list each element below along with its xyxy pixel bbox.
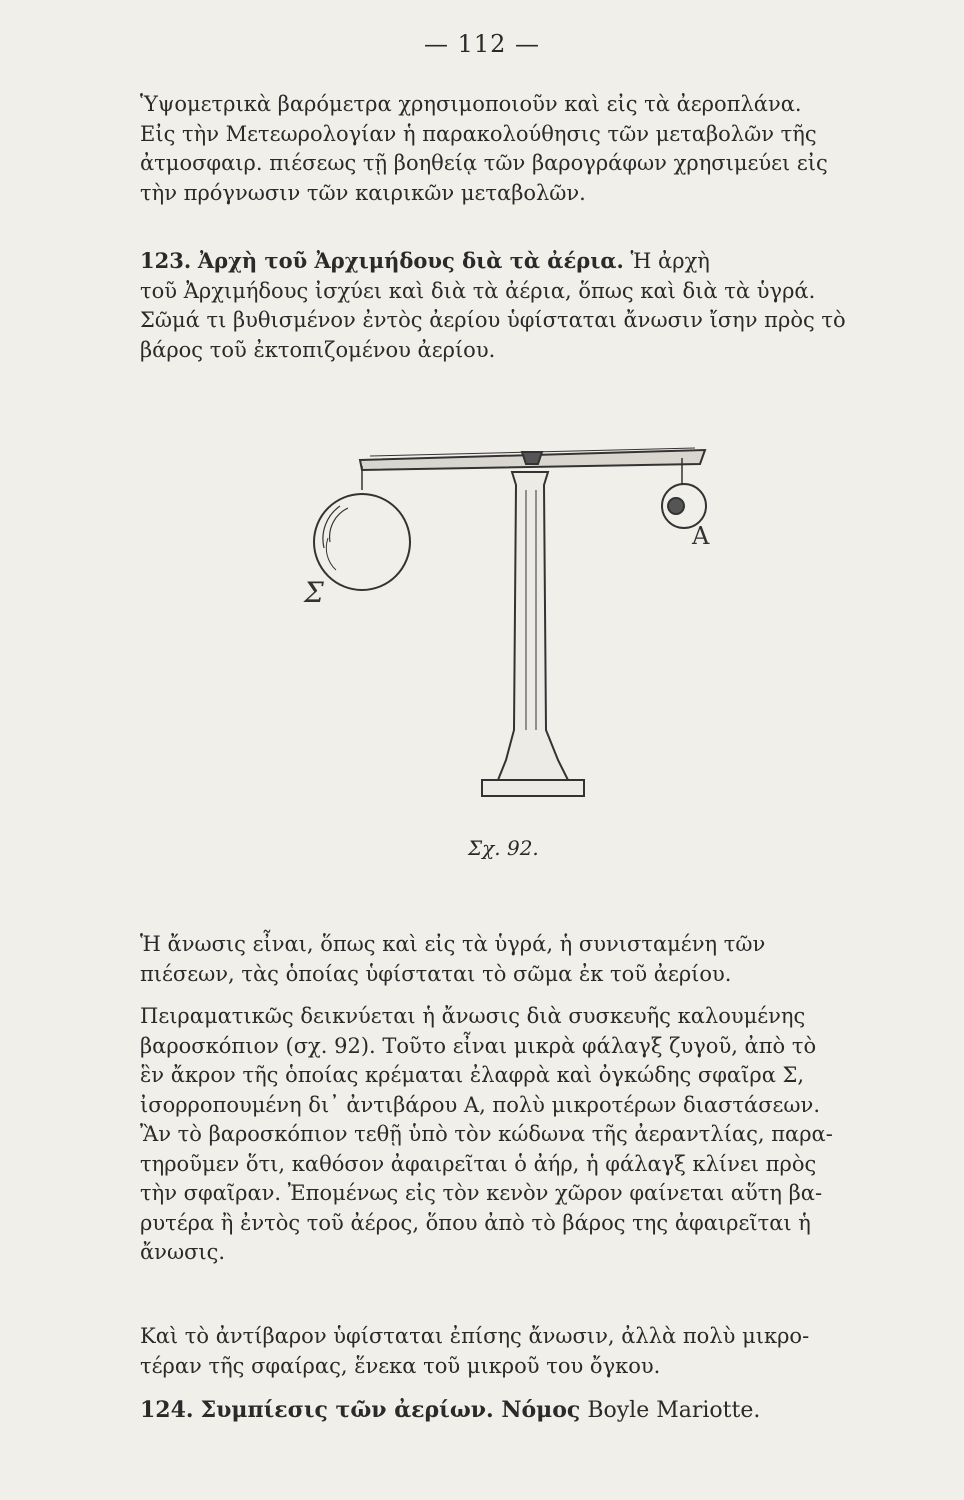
page-number: — 112 — (423, 30, 541, 58)
section-124-heading (140, 1396, 840, 1426)
section-number: 123. (140, 248, 192, 273)
text-line: τέραν τῆς σφαίρας, ἕνεκα τοῦ μικροῦ του ὄγκου. (140, 1353, 661, 1378)
text-line: βαροσκόπιον (σχ. 92). Τοῦτο εἶναι μικρὰ φάλαγξ ζυγοῦ, ἀπὸ τὸ (140, 1033, 817, 1058)
sphere (314, 494, 410, 590)
text-line: τὴν σφαῖραν. Ἐπομένως εἰς τὸν κενὸν χῶρον φαίνεται αὕτη βα- (140, 1181, 823, 1205)
text-line: ἀτμοσφαιρ. πιέσεως τῇ βοηθείᾳ τῶν βαρογράφων χρησιμεύει εἰς (140, 151, 828, 175)
text-line: τηροῦμεν ὅτι, καθόσον ἀφαιρεῖται ὁ ἀήρ, ἡ φάλαγξ κλίνει πρὸς (140, 1151, 817, 1176)
paragraph-experiment (140, 1002, 840, 1268)
section-title: Ἀρχὴ τοῦ Ἀρχιμήδους διὰ τὰ ἀέρια. (197, 248, 624, 273)
text-line: πιέσεων, τὰς ὁποίας ὑφίσταται τὸ σῶμα ἐκ τοῦ ἀερίου. (140, 961, 732, 986)
text-line: ρυτέρα ἢ ἐντὸς τοῦ ἀέρος, ὅπου ἀπὸ τὸ βάρος της ἀφαιρεῖται ἡ (140, 1210, 811, 1235)
text-fragment: Boyle Mariotte. (587, 1398, 761, 1423)
text-line: βάρος τοῦ ἐκτοπιζομένου ἀερίου. (140, 337, 496, 362)
paragraph-counterweight (140, 1322, 840, 1381)
section-title: Συμπίεσις τῶν ἀερίων. Νόμος (200, 1397, 581, 1423)
stand-column (498, 472, 568, 780)
text-line: ἰσορροπουμένη δι᾽ ἀντιβάρου Α, πολὺ μικροτέρων διαστάσεων. (140, 1092, 820, 1117)
section-heading-line (140, 246, 840, 277)
text-line: Ὑψομετρικὰ βαρόμετρα χρησιμοποιοῦν καὶ εἰς τὰ ἀεροπλάνα. (140, 92, 802, 116)
text-line: Σῶμά τι βυθισμένον ἐντὸς ἀερίου ὑφίσταται ἄνωσιν ἴσην πρὸς τὸ (140, 308, 846, 332)
text-fragment: Ἡ ἀρχὴ (630, 249, 710, 273)
text-line: Καὶ τὸ ἀντίβαρον ὑφίσταται ἐπίσης ἄνωσιν, ἀλλὰ πολὺ μικρο- (140, 1324, 810, 1348)
text-line: τὴν πρόγνωσιν τῶν καιρικῶν μεταβολῶν. (140, 180, 586, 205)
figure-caption: Σχ. 92. (468, 836, 539, 860)
sphere-label: Σ (304, 576, 324, 609)
pivot-cap (522, 452, 542, 464)
text-line: ἓν ἄκρον τῆς ὁποίας κρέμαται ἐλαφρὰ καὶ ὀγκώδης σφαῖρα Σ, (140, 1063, 805, 1087)
text-line: Ἡ ἄνωσις εἶναι, ὅπως καὶ εἰς τὰ ὑγρά, ἡ συνισταμένη τῶν (140, 932, 766, 956)
text-line: Ἂν τὸ βαροσκόπιον τεθῇ ὑπὸ τὸν κώδωνα τῆς ἀεραντλίας, παρα- (140, 1122, 833, 1146)
text-line: Εἰς τὴν Μετεωρολογίαν ἡ παρακολούθησις τῶν μεταβολῶν τῆς (140, 121, 817, 146)
paragraph-buoyancy (140, 930, 840, 989)
text-line: Πειραματικῶς δεικνύεται ἡ ἄνωσις διὰ συσκευῆς καλουμένης (140, 1004, 806, 1028)
text-line: ἄνωσις. (140, 1240, 226, 1264)
counterweight-label: Α (692, 522, 710, 550)
stand-base (482, 780, 584, 796)
section-123 (140, 246, 846, 365)
section-heading-line (140, 1396, 840, 1426)
section-number: 124. (140, 1397, 194, 1423)
paragraph-intro (140, 90, 840, 208)
baroscope-figure (300, 430, 720, 850)
text-line: τοῦ Ἀρχιμήδους ἰσχύει καὶ διὰ τὰ ἀέρια, ὅπως καὶ διὰ τὰ ὑγρά. (140, 278, 816, 303)
